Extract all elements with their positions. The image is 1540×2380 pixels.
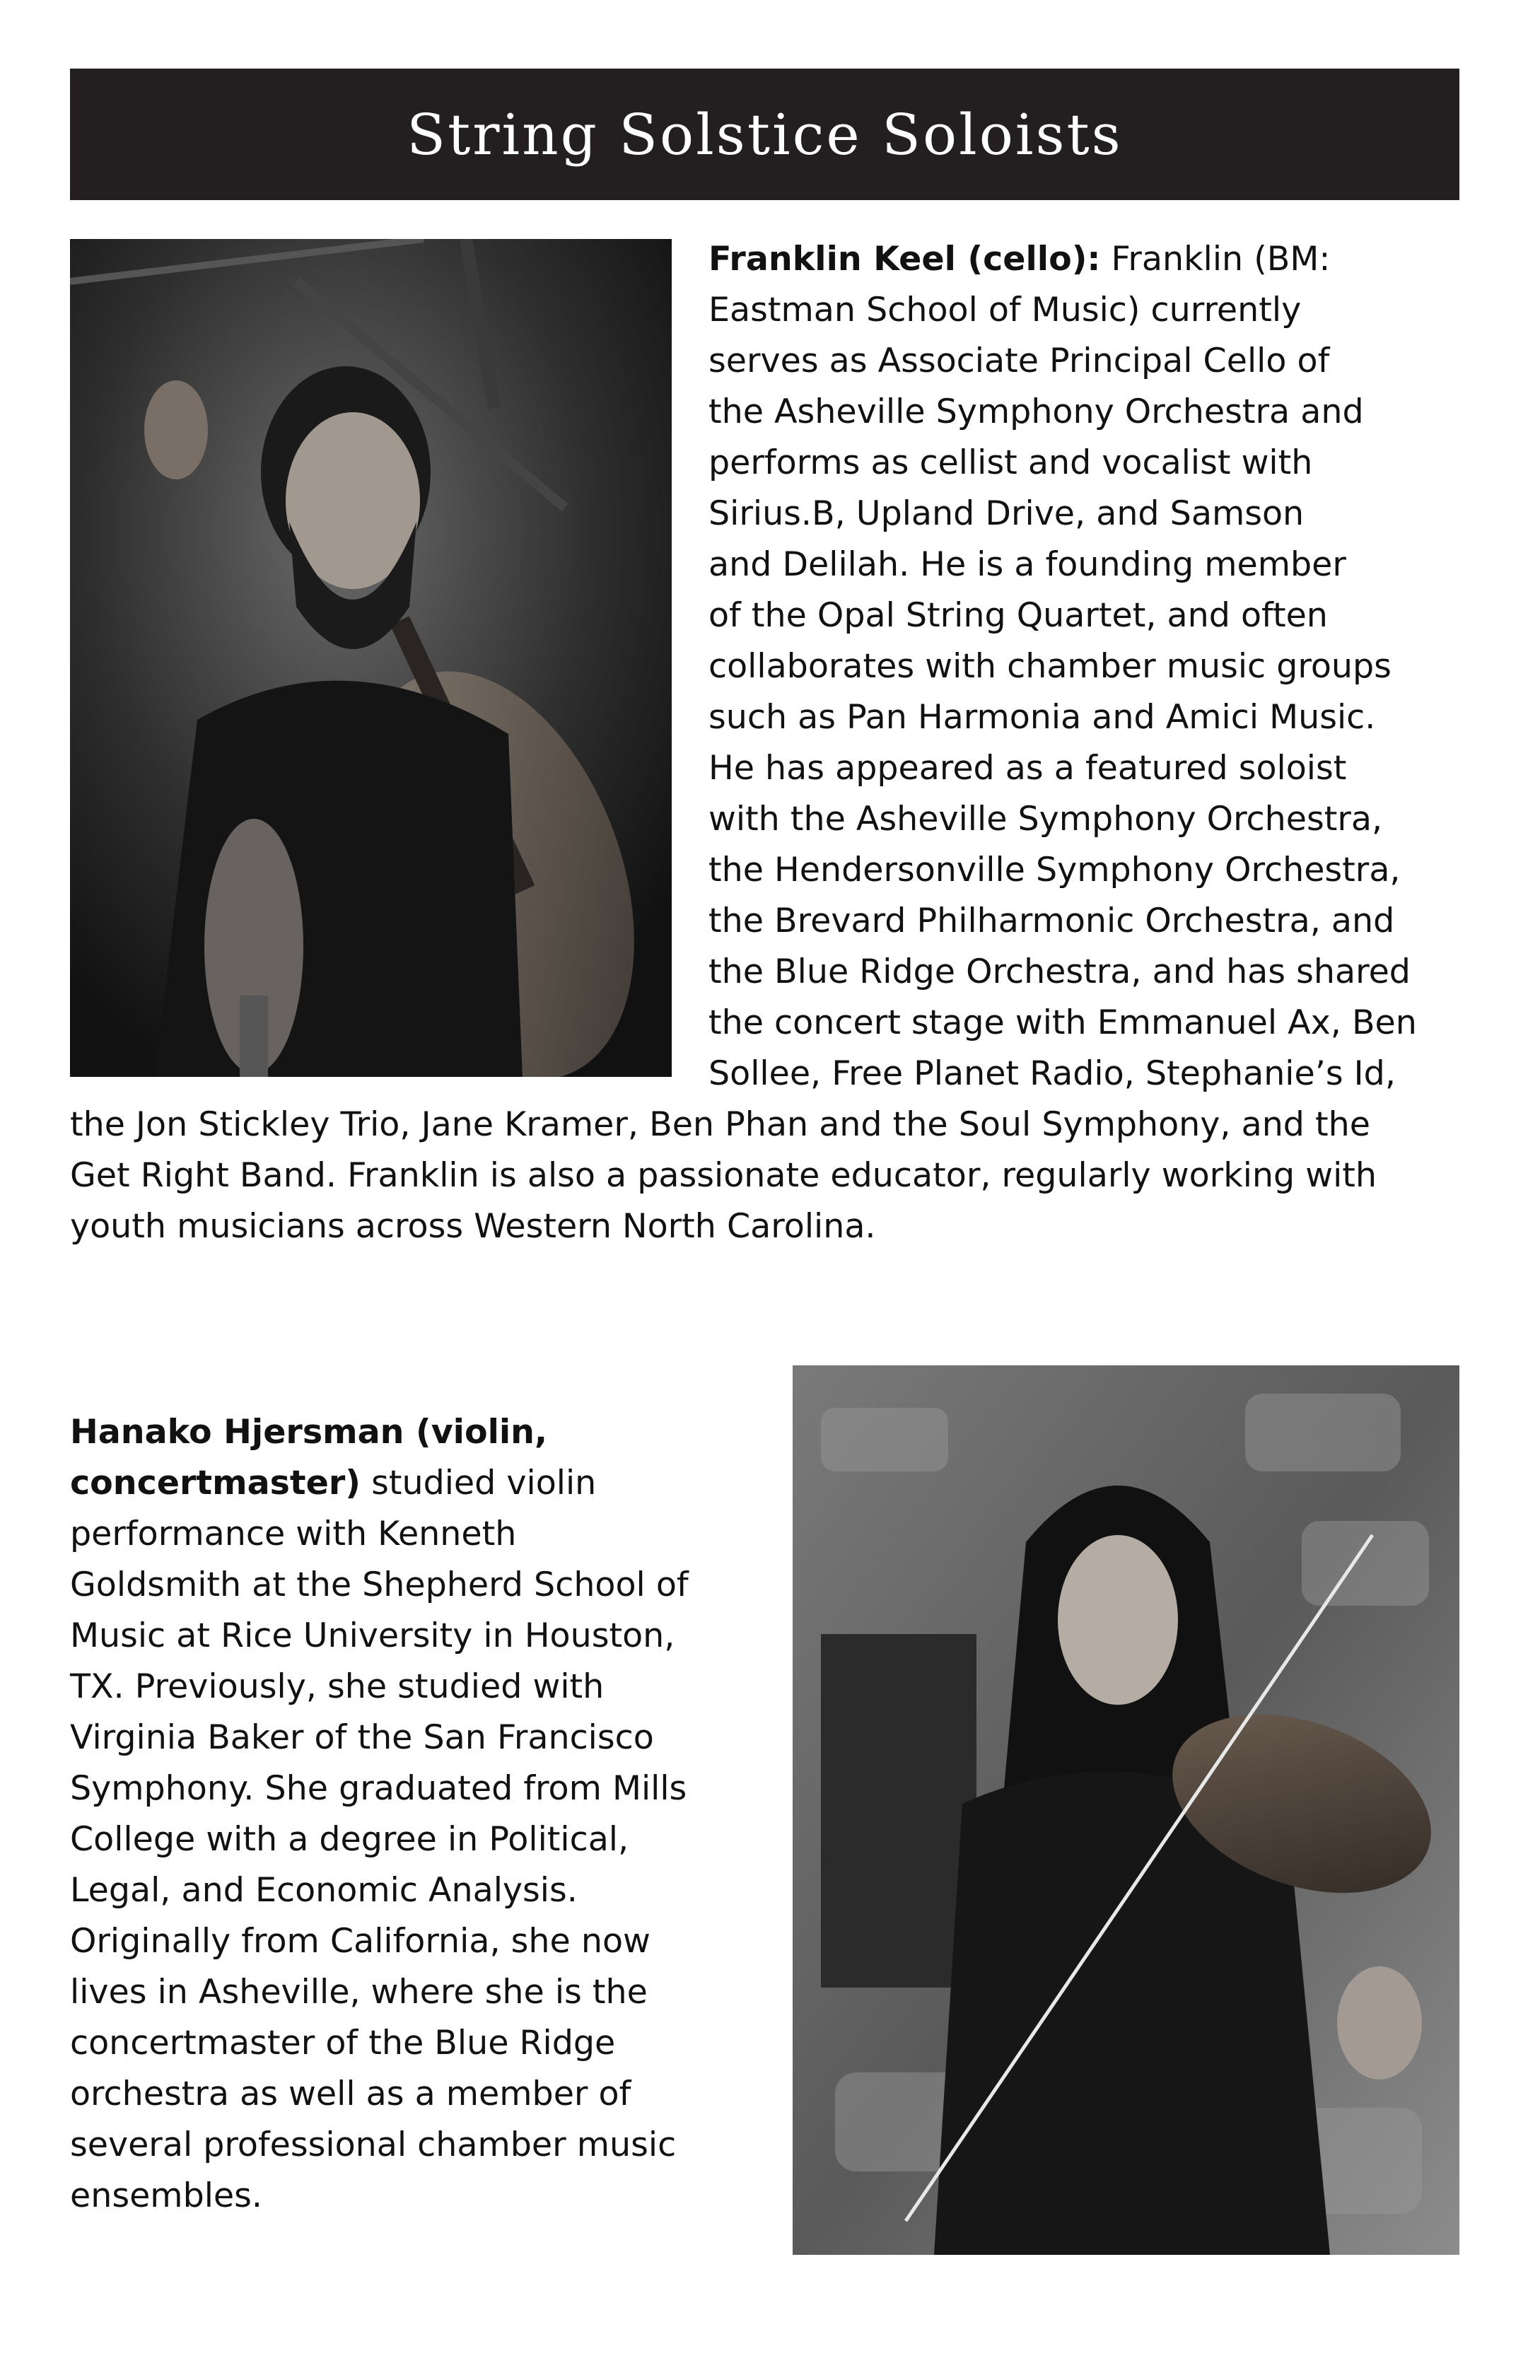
bio-line: the Asheville Symphony Orchestra and [708,392,1364,431]
bio-line: Symphony. She graduated from Mills [70,1769,687,1808]
bio-line: College with a degree in Political, [70,1820,629,1859]
bio-line: Virginia Baker of the San Francisco [70,1718,654,1757]
bio-line: of the Opal String Quartet, and often [708,596,1328,635]
bio-line: Get Right Band. Franklin is also a passionate educator, regularly working with [70,1156,1377,1195]
violinist-photo [793,1365,1459,2255]
bio-line: youth musicians across Western North Carolina. [70,1207,876,1246]
bio-line: the concert stage with Emmanuel Ax, Ben [708,1003,1417,1042]
page-title: String Solstice Soloists [407,101,1123,168]
cellist-photo [70,239,672,1077]
title-banner [70,69,1459,200]
bio-line: He has appeared as a featured soloist [708,749,1347,788]
bio-line: Franklin Keel (cello): Franklin (BM: [708,240,1331,279]
bio-line: Legal, and Economic Analysis. [70,1871,578,1910]
soloist-name: Franklin Keel (cello): [708,240,1101,279]
bio-line: concertmaster) studied violin [70,1464,597,1503]
bio-line: Eastman School of Music) currently [708,291,1302,329]
bio-line: serves as Associate Principal Cello of [708,342,1330,380]
bio-line: Goldsmith at the Shepherd School of [70,1565,689,1604]
bio-line: the Brevard Philharmonic Orchestra, and [708,902,1395,940]
bio-line: the Hendersonville Symphony Orchestra, [708,851,1401,889]
bio-line: TX. Previously, she studied with [70,1667,605,1706]
soloist-name: Hanako Hjersman (violin, [70,1413,548,1452]
bio-line: such as Pan Harmonia and Amici Music. [708,698,1376,737]
bio-line: performance with Kenneth [70,1515,517,1553]
bio-line: with the Asheville Symphony Orchestra, [708,800,1383,839]
hanako-bio [70,1407,689,2222]
bio-line: collaborates with chamber music groups [708,647,1392,686]
bio-line: several professional chamber music [70,2125,677,2164]
franklin-bio [70,234,1417,1252]
bio-line: the Jon Stickley Trio, Jane Kramer, Ben Phan and the Soul Symphony, and the [70,1105,1371,1144]
bio-line: ensembles. [70,2176,262,2215]
bio-line: the Blue Ridge Orchestra, and has shared [708,952,1411,991]
bio-line: Originally from California, she now [70,1922,651,1961]
bio-line: performs as cellist and vocalist with [708,443,1313,482]
bio-line: Sirius.B, Upland Drive, and Samson [708,494,1305,533]
soloist-name: concertmaster) [70,1464,361,1503]
bio-line: Sollee, Free Planet Radio, Stephanie’s Id, [708,1054,1396,1093]
bio-line: orchestra as well as a member of [70,2075,631,2113]
bio-line: Music at Rice University in Houston, [70,1616,675,1655]
bio-line: concertmaster of the Blue Ridge [70,2024,616,2063]
bio-line: lives in Asheville, where she is the [70,1973,648,2012]
bio-line: and Delilah. He is a founding member [708,545,1346,584]
